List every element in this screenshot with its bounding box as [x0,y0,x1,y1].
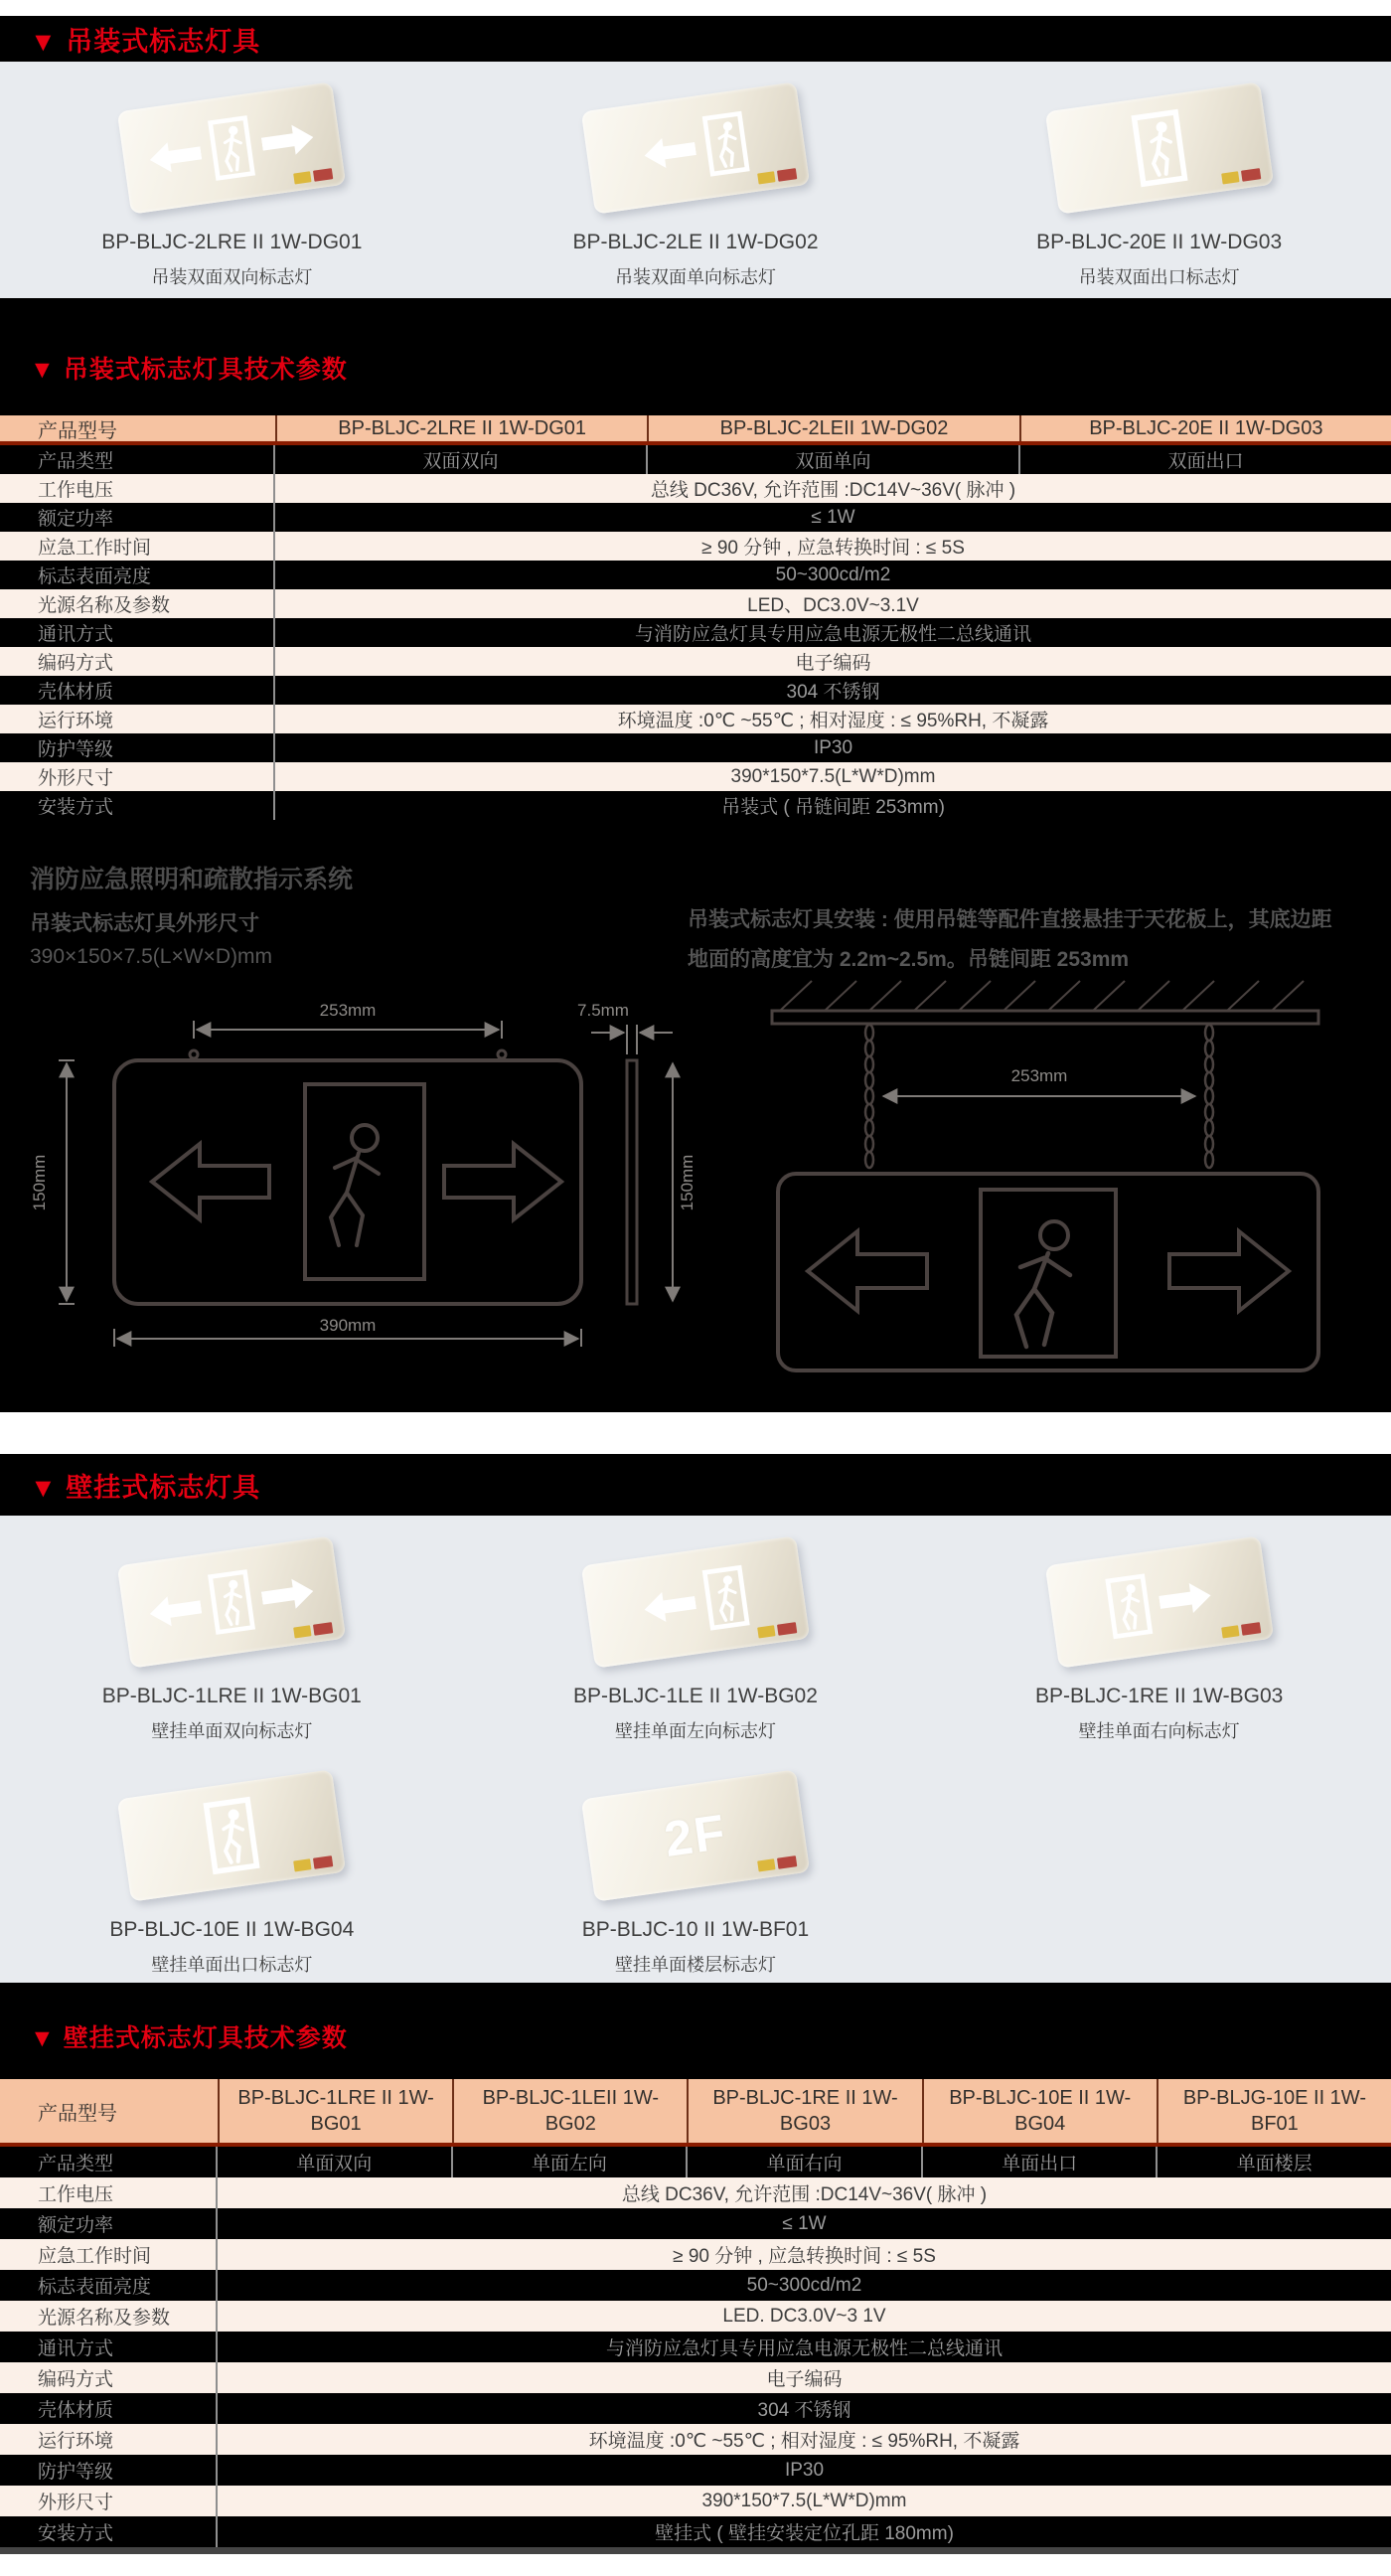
table-row [0,474,1391,503]
exit-sign-exit-only [117,1769,346,1901]
certification-stickers-icon [757,168,797,184]
table-row [0,2208,1391,2239]
table-header-row [0,2079,1391,2143]
row-value: 单面右向 [686,2147,921,2177]
row-value: LED、DC3.0V~3.1V [747,595,919,616]
row-label: 应急工作时间 [0,2239,218,2270]
exit-sign-right-direction [1044,1535,1273,1668]
product-description: 壁挂单面右向标志灯 [1078,1721,1240,1741]
arrow-left-icon [642,131,697,173]
table-row [0,445,1391,474]
header-label: 产品型号 [38,419,117,442]
product-description: 壁挂单面楼层标志灯 [614,1955,776,1975]
arrow-left-icon [808,1231,927,1311]
product-description: 壁挂单面左向标志灯 [614,1721,776,1741]
table-row [0,532,1391,561]
row-value: ≤ 1W [811,506,855,528]
hanging-sign-body [778,1174,1318,1370]
row-label: 安装方式 [0,791,275,820]
row-value: 390*150*7.5(L*W*D)mm [701,2490,907,2511]
header-model: BP-BLJC-10E II 1W-BG04 [922,2079,1157,2143]
certification-stickers-icon [1221,1622,1261,1638]
row-label: 通讯方式 [0,618,275,647]
running-man-icon [305,1084,424,1279]
arrow-right-icon [1157,1577,1212,1619]
row-label: 标志表面亮度 [0,561,275,589]
row-value: IP30 [784,2459,825,2481]
row-label: 安装方式 [0,2516,218,2547]
table-row [0,647,1391,676]
certification-stickers-icon [293,1622,333,1638]
row-label: 壳体材质 [0,676,275,705]
row-label: 光源名称及参数 [0,2301,218,2332]
row-label: 运行环境 [0,2424,218,2455]
table-row [0,2177,1391,2208]
spec-table-wall [0,2079,1391,2547]
certification-stickers-icon [1221,168,1261,184]
section2-header-bar [0,1454,1391,1516]
row-value: 环境温度 :0℃ ~55℃ ; 相对湿度 : ≤ 95%RH, 不凝露 [617,711,1049,731]
certification-stickers-icon [293,1855,333,1871]
table1-title-block [0,298,1391,415]
row-value: 单面双向 [296,2154,373,2174]
arrow-left-icon [148,1589,204,1631]
running-man-icon [700,1563,750,1632]
install-note-line1: 吊装式标志灯具安装 : 使用吊链等配件直接悬挂于天花板上，其底边距 [688,908,1332,931]
row-label: 标志表面亮度 [0,2270,218,2301]
section1-header-bar [0,16,1391,62]
row-value: 总线 DC36V, 允许范围 :DC14V~36V( 脉冲 ) [650,480,1016,501]
product-description: 吊装双面出口标志灯 [1078,267,1240,287]
row-value: 390*150*7.5(L*W*D)mm [730,765,936,787]
product-sign-image [1051,1530,1268,1675]
row-label: 运行环境 [0,705,275,733]
dim-150-left: 150mm [30,1154,49,1211]
dimensions-heading: 吊装式标志灯具外形尺寸 [30,912,259,935]
running-man-icon [981,1190,1116,1357]
row-value: 50~300cd/m2 [746,2274,862,2296]
row-value: 单面出口 [921,2147,1157,2177]
running-man-icon [1104,1572,1154,1641]
product-model: BP-BLJC-1LE II 1W-BG02 [573,1685,818,1707]
row-value: 与消防应急灯具专用应急电源无极性二总线通讯 [634,624,1031,645]
dim-390: 390mm [319,1316,377,1335]
spec-table-ceiling [0,415,1391,820]
table-row [0,2270,1391,2301]
header-model: BP-BLJC-20E II 1W-DG03 [1019,415,1391,441]
product-sign-image [123,1763,340,1908]
row-label: 工作电压 [0,2177,218,2208]
running-man-icon [700,109,750,178]
table-row [0,561,1391,589]
product-description: 壁挂单面出口标志灯 [151,1955,313,1975]
header-model: BP-BLJC-1LRE II 1W-BG01 [218,2079,452,2143]
certification-stickers-icon [757,1855,797,1871]
install-note-line2: 地面的高度宜为 2.2m~2.5m。吊链间距 253mm [688,948,1130,971]
table-row [0,2147,1391,2177]
section2-showcase [0,1516,1391,1983]
table-row [0,705,1391,733]
table-row [0,733,1391,762]
running-man-icon [207,113,256,182]
ceiling-hatching [780,981,1304,1011]
table-row [0,2455,1391,2486]
row-value: 50~300cd/m2 [775,564,891,585]
row-value: 双面单向 [646,445,1018,474]
product-sign-image [123,76,340,221]
running-man-icon [1130,107,1189,189]
table-row [0,2301,1391,2332]
row-label: 防护等级 [0,2455,218,2486]
hanging-chain-right [1205,1025,1213,1168]
product-card [464,1749,928,1983]
bottom-margin [0,2554,1391,2576]
row-value: 电子编码 [795,653,871,674]
row-label: 光源名称及参数 [0,589,275,618]
floor-label: 2F [661,1803,730,1868]
row-label: 外形尺寸 [0,762,275,791]
row-value: 壁挂式 ( 壁挂安装定位孔距 180mm) [655,2523,954,2544]
certification-stickers-icon [757,1622,797,1638]
dim-150-right: 150mm [678,1154,696,1211]
row-label: 应急工作时间 [0,532,275,561]
row-value: 总线 DC36V, 允许范围 :DC14V~36V( 脉冲 ) [621,2184,988,2205]
product-card [464,1516,928,1749]
row-value: 环境温度 :0℃ ~55℃ ; 相对湿度 : ≤ 95%RH, 不凝露 [588,2431,1020,2452]
hanging-installation-diagram [750,969,1346,1396]
product-description: 壁挂单面双向标志灯 [151,1721,313,1741]
table-row [0,791,1391,820]
row-value: 双面双向 [422,451,499,472]
row-value: 吊装式 ( 吊链间距 253mm) [721,797,945,818]
header-model: BP-BLJC-2LRE II 1W-DG01 [275,415,647,441]
table-row [0,2362,1391,2393]
section1-title: ▼ 吊装式标志灯具 [30,26,261,57]
row-value: IP30 [813,736,853,758]
product-card [927,62,1391,298]
table-row [0,2516,1391,2547]
system-title: 消防应急照明和疏散指示系统 [30,866,354,893]
row-label: 通讯方式 [0,2332,218,2362]
row-label: 壳体材质 [0,2393,218,2424]
row-value: 电子编码 [766,2369,843,2390]
dim-253: 253mm [319,1001,377,1020]
product-card [464,62,928,298]
table-row [0,589,1391,618]
product-model: BP-BLJC-1RE II 1W-BG03 [1034,1685,1284,1707]
product-card [0,1516,464,1749]
front-view-dimension-diagram [15,989,700,1376]
row-label: 产品类型 [0,2147,218,2177]
dim-7-5: 7.5mm [577,1001,629,1020]
header-label: 产品型号 [38,2102,117,2125]
row-label: 外形尺寸 [0,2486,218,2516]
table-row [0,618,1391,647]
running-man-icon [202,1795,261,1876]
dimensions-value: 390×150×7.5(L×W×D)mm [30,945,272,968]
table-header-row [0,415,1391,441]
table-row [0,503,1391,532]
exit-sign-exit-only [1044,81,1273,214]
certification-stickers-icon [293,168,333,184]
product-model: BP-BLJC-2LE II 1W-DG02 [572,231,819,253]
table2-title-block [0,1983,1391,2079]
row-value: 304 不锈钢 [757,2400,851,2421]
section2-title: ▼ 壁挂式标志灯具 [30,1472,261,1503]
product-description: 吊装双面单向标志灯 [614,267,776,287]
exit-sign-left-direction [581,1535,810,1668]
row-value: 双面出口 [1018,445,1391,474]
row-value: 与消防应急灯具专用应急电源无极性二总线通讯 [605,2338,1003,2359]
header-model: BP-BLJC-1LEII 1W-BG02 [452,2079,687,2143]
exit-sign-double-direction [117,81,346,214]
row-value: LED. DC3.0V~3 1V [722,2305,886,2327]
section1-showcase [0,62,1391,298]
product-model: BP-BLJC-2LRE II 1W-DG01 [101,231,363,253]
table-row [0,2332,1391,2362]
product-sign-image [1051,76,1268,221]
row-label: 编码方式 [0,647,275,676]
table-row [0,2239,1391,2270]
ceiling-slab [772,1011,1318,1024]
product-model: BP-BLJC-20E II 1W-DG03 [1036,231,1283,253]
top-margin [0,0,1391,16]
table-row [0,2486,1391,2516]
dim-chain-253: 253mm [1010,1066,1068,1085]
table2-title: ▼ 壁挂式标志灯具技术参数 [30,2024,348,2052]
product-model: BP-BLJC-10E II 1W-BG04 [109,1918,355,1941]
product-card-empty [927,1749,1391,1983]
arrow-right-icon [1169,1231,1289,1311]
row-label: 防护等级 [0,733,275,762]
product-card [0,62,464,298]
row-value: ≤ 1W [782,2212,827,2234]
row-label: 编码方式 [0,2362,218,2393]
arrow-left-icon [148,135,204,177]
running-man-icon [207,1567,256,1636]
row-label: 额定功率 [0,503,275,532]
product-card [0,1749,464,1983]
arrow-right-icon [444,1144,561,1219]
row-value: 单面楼层 [1156,2147,1391,2177]
product-sign-image [123,1530,340,1675]
product-sign-image [587,1763,804,1908]
hanging-chain-left [865,1025,873,1168]
arrow-left-icon [642,1585,697,1627]
product-sign-image [587,1530,804,1675]
product-model: BP-BLJC-1LRE II 1W-BG01 [101,1685,362,1707]
table-row [0,2424,1391,2455]
row-label: 额定功率 [0,2208,218,2239]
diagram-section [0,820,1391,1412]
product-model: BP-BLJC-10 II 1W-BF01 [581,1918,810,1941]
product-sign-image [587,76,804,221]
product-description: 吊装双面双向标志灯 [151,267,313,287]
row-value: 304 不锈钢 [786,682,880,703]
table-row [0,762,1391,791]
table-row [0,2393,1391,2424]
row-value: ≥ 90 分钟 , 应急转换时间 : ≤ 5S [673,2246,936,2267]
header-model: BP-BLJC-1RE II 1W-BG03 [687,2079,921,2143]
floor-sign [581,1769,810,1901]
arrow-right-icon [260,119,316,161]
row-value: 单面左向 [451,2147,687,2177]
exit-sign-double-direction [117,1535,346,1668]
header-model: BP-BLJC-2LEII 1W-DG02 [647,415,1018,441]
exit-sign-left-direction [581,81,810,214]
table1-title: ▼ 吊装式标志灯具技术参数 [30,356,348,384]
header-model: BP-BLJG-10E II 1W-BF01 [1157,2079,1391,2143]
table-row [0,676,1391,705]
row-label: 产品类型 [0,445,275,474]
arrow-right-icon [260,1573,316,1615]
product-card [927,1516,1391,1749]
bottom-separator [0,2547,1391,2554]
row-value: ≥ 90 分钟 , 应急转换时间 : ≤ 5S [701,538,965,559]
row-label: 工作电压 [0,474,275,503]
section-gap [0,1412,1391,1454]
arrow-left-icon [152,1144,269,1219]
